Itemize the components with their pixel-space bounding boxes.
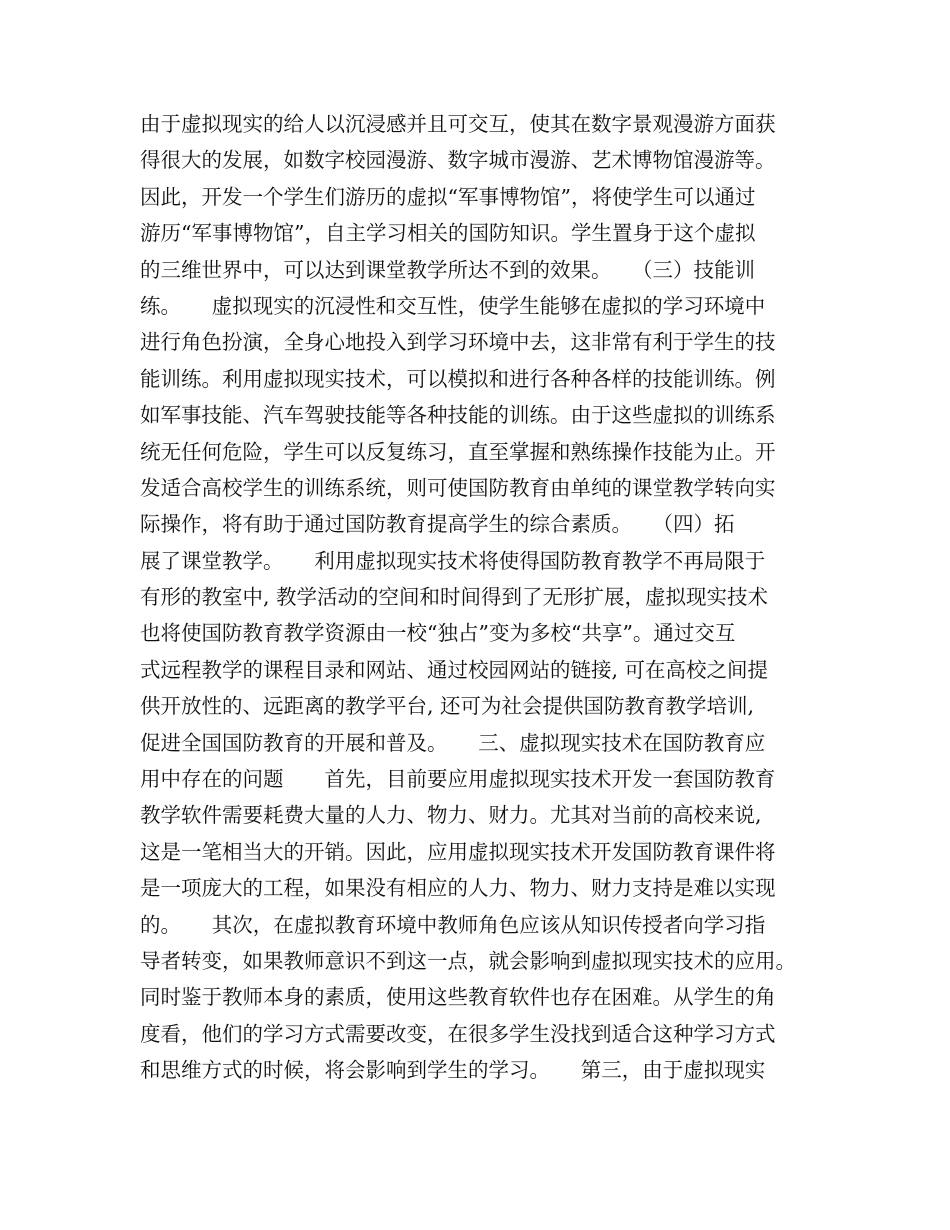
text-line-12: 际操作，将有助于通过国防教育提高学生的综合素质。 （四）拓 xyxy=(140,512,735,537)
text-line-18: 促进全国国防教育的开展和普及。 三、虚拟现实技术在国防教育应 xyxy=(140,730,766,755)
text-line-14: 有形的教室中, 教学活动的空间和时间得到了无形扩展，虚拟现实技术 xyxy=(140,585,769,610)
text-line-3: 因此，开发一个学生们游历的虚拟“军事博物馆”，将使学生可以通过 xyxy=(140,184,756,209)
text-line-11: 发适合高校学生的训练系统，则可使国防教育由单纯的课堂教学转向实 xyxy=(140,475,776,500)
text-line-19: 用中存在的问题 首先，目前要应用虚拟现实技术开发一套国防教育 xyxy=(140,767,776,792)
text-line-5: 的三维世界中，可以达到课堂教学所达不到的效果。 （三）技能训 xyxy=(140,257,755,282)
text-line-13: 展了课堂教学。 利用虚拟现实技术将使得国防教育教学不再局限于 xyxy=(140,548,766,573)
text-line-4: 游历“军事博物馆”，自主学习相关的国防知识。学生置身于这个虚拟 xyxy=(140,221,756,246)
text-line-2: 得很大的发展，如数字校园漫游、数字城市漫游、艺术博物馆漫游等。 xyxy=(140,148,776,173)
text-line-22: 是一项庞大的工程，如果没有相应的人力、物力、财力支持是难以实现 xyxy=(140,876,776,901)
text-line-23: 的。 其次，在虚拟教育环境中教师角色应该从知识传授者向学习指 xyxy=(140,912,766,937)
text-line-1: 由于虚拟现实的给人以沉浸感并且可交互，使其在数字景观漫游方面获 xyxy=(140,112,776,136)
text-line-16: 式远程教学的课程目录和网站、通过校园网站的链接, 可在高校之间提 xyxy=(140,657,769,682)
text-line-10: 统无任何危险，学生可以反复练习，直至掌握和熟练操作技能为止。开 xyxy=(140,439,776,464)
text-line-7: 进行角色扮演，全身心地投入到学习环境中去，这非常有利于学生的技 xyxy=(140,330,776,355)
text-line-26: 度看，他们的学习方式需要改变，在很多学生没找到适合这种学习方式 xyxy=(140,1021,776,1046)
text-line-21: 这是一笔相当大的开销。因此，应用虚拟现实技术开发国防教育课件将 xyxy=(140,839,776,864)
text-line-8: 能训练。利用虚拟现实技术，可以模拟和进行各种各样的技能训练。例 xyxy=(140,366,776,391)
text-line-6: 练。 虚拟现实的沉浸性和交互性，使学生能够在虚拟的学习环境中 xyxy=(140,293,766,318)
text-line-20: 教学软件需要耗费大量的人力、物力、财力。尤其对当前的高校来说, xyxy=(140,803,762,828)
text-line-15: 也将使国防教育教学资源由一校“独占”变为多校“共享”。通过交互 xyxy=(140,621,736,646)
text-line-27: 和思维方式的时候，将会影响到学生的学习。 第三，由于虚拟现实 xyxy=(140,1058,766,1083)
text-line-25: 同时鉴于教师本身的素质，使用这些教育软件也存在困难。从学生的角 xyxy=(140,985,776,1010)
text-line-17: 供开放性的、远距离的教学平台, 还可为社会提供国防教育教学培训, xyxy=(140,694,755,719)
body-text xyxy=(140,106,830,1089)
text-line-9: 如军事技能、汽车驾驶技能等各种技能的训练。由于这些虚拟的训练系 xyxy=(140,403,776,428)
text-line-24: 导者转变，如果教师意识不到这一点，就会影响到虚拟现实技术的应用。 xyxy=(140,948,796,973)
